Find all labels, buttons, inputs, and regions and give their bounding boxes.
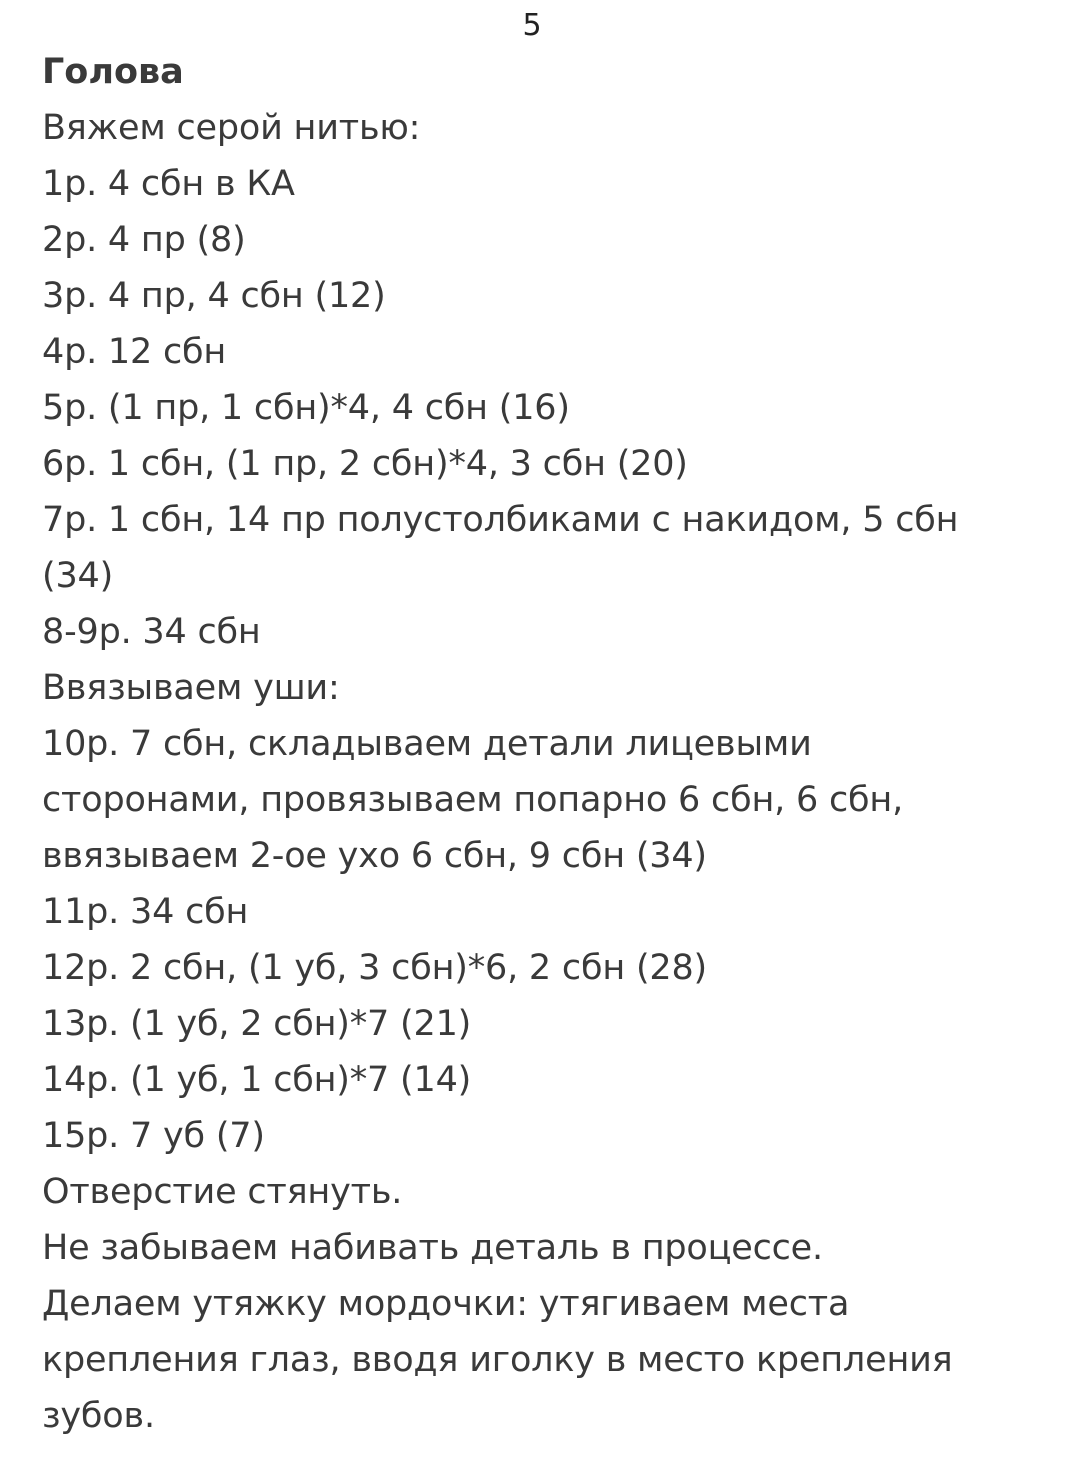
text-line: 8-9р. 34 сбн xyxy=(42,612,261,652)
text-line: 14р. (1 уб, 1 сбн)*7 (14) xyxy=(42,1060,472,1100)
page-number: 5 xyxy=(522,8,542,43)
text-line: 3р. 4 пр, 4 сбн (12) xyxy=(42,276,386,316)
text-line: Делаем утяжку мордочки: утягиваем места xyxy=(42,1284,850,1324)
text-line: 12р. 2 сбн, (1 уб, 3 сбн)*6, 2 сбн (28) xyxy=(42,948,708,988)
text-line: 10р. 7 сбн, складываем детали лицевыми xyxy=(42,724,812,764)
text-line: 15р. 7 уб (7) xyxy=(42,1116,265,1156)
text-line: (34) xyxy=(42,556,114,596)
text-line: Вяжем серой нитью: xyxy=(42,108,421,148)
text-line: 1р. 4 сбн в КА xyxy=(42,164,295,204)
text-line: 2р. 4 пр (8) xyxy=(42,220,246,260)
text-line: зубов. xyxy=(42,1396,155,1436)
document-body xyxy=(42,44,1042,1444)
text-line: 6р. 1 сбн, (1 пр, 2 сбн)*4, 3 сбн (20) xyxy=(42,444,688,484)
text-line: Отверстие стянуть. xyxy=(42,1172,403,1212)
text-line: 11р. 34 сбн xyxy=(42,892,249,932)
text-line: 13р. (1 уб, 2 сбн)*7 (21) xyxy=(42,1004,472,1044)
section-title: Голова xyxy=(42,52,184,92)
text-line: сторонами, провязываем попарно 6 сбн, 6 сбн, xyxy=(42,780,904,820)
text-line: 5р. (1 пр, 1 сбн)*4, 4 сбн (16) xyxy=(42,388,570,428)
text-line: ввязываем 2-ое ухо 6 сбн, 9 сбн (34) xyxy=(42,836,707,876)
text-line: Не забываем набивать деталь в процессе. xyxy=(42,1228,823,1268)
text-line: Ввязываем уши: xyxy=(42,668,340,708)
text-line: 4р. 12 сбн xyxy=(42,332,227,372)
text-line: 7р. 1 сбн, 14 пр полустолбиками с накидом, 5 сбн xyxy=(42,500,959,540)
text-line: крепления глаз, вводя иголку в место крепления xyxy=(42,1340,953,1380)
